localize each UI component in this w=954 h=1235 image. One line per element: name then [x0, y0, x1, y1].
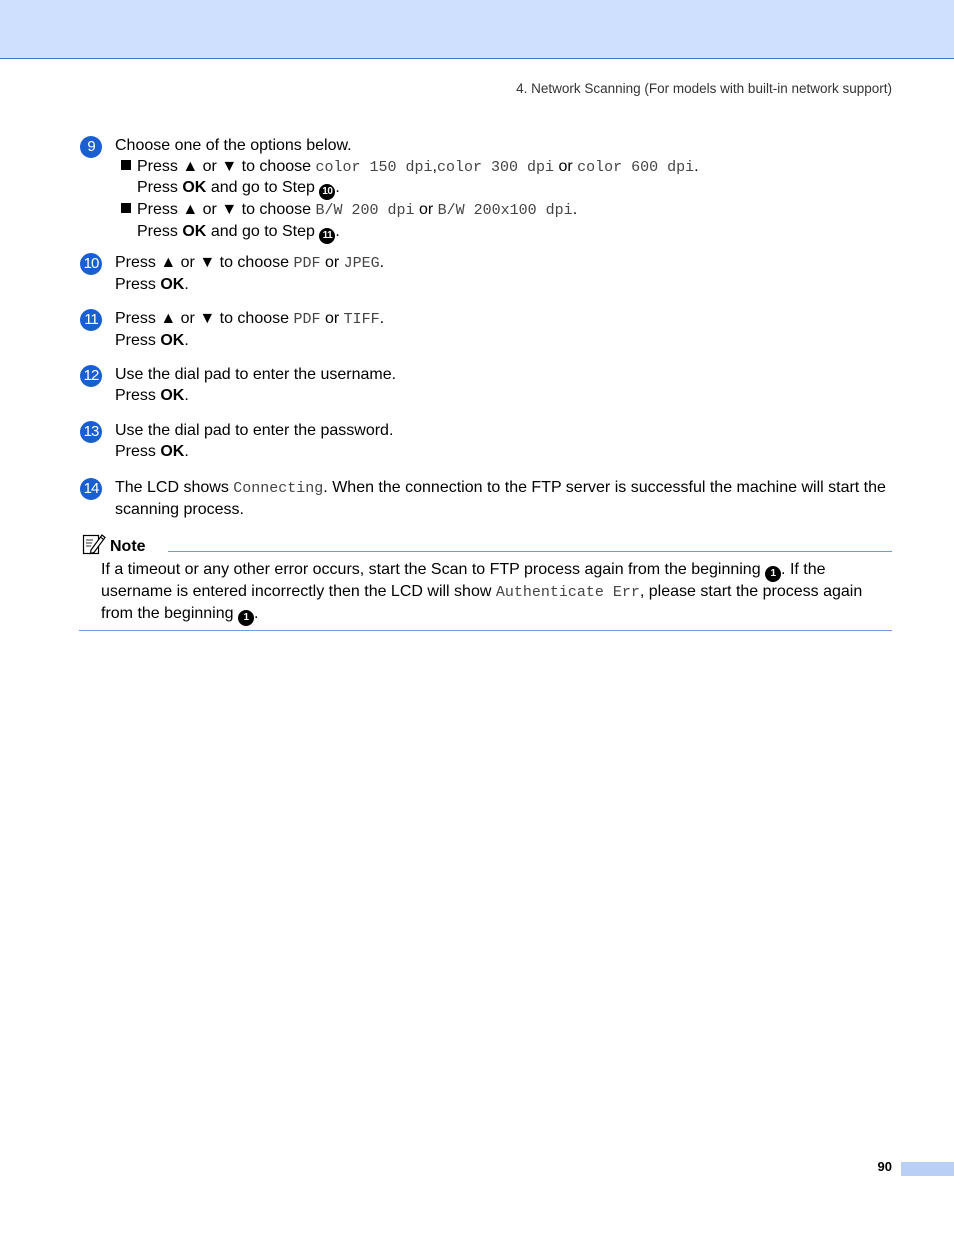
press-ok-line: Press OK. [115, 331, 189, 349]
option-color: Press ▲ or ▼ to choose color 150 dpi,color 300 dpi or color 600 dpi. [121, 157, 892, 179]
up-arrow-icon: ▲ [160, 254, 177, 271]
page-number: 90 [877, 1159, 892, 1174]
bullet-square-icon [121, 160, 131, 170]
ok-key-label: OK [160, 275, 185, 293]
note-header [82, 532, 892, 556]
lcd-value: PDF [293, 311, 321, 328]
lcd-value: Authenticate Err [495, 584, 640, 601]
ok-key-label: OK [160, 386, 185, 404]
ok-key-label: OK [182, 222, 207, 240]
step-instruction: Press ▲ or ▼ to choose PDF or JPEG. [115, 254, 385, 272]
step-14 [80, 478, 892, 520]
up-arrow-icon: ▲ [160, 310, 177, 327]
lcd-value: TIFF [343, 311, 380, 328]
lcd-value: PDF [293, 255, 321, 272]
note-bottom-divider [79, 630, 892, 631]
press-ok-line: Press OK. [115, 442, 189, 460]
option-list [121, 157, 892, 244]
step-11 [80, 309, 892, 351]
lcd-value: B/W 200 dpi [315, 202, 415, 219]
lcd-value: JPEG [343, 255, 380, 272]
step-instruction: Use the dial pad to enter the password. [115, 422, 394, 439]
option-bw-next: Press OK and go to Step 11 . [137, 222, 892, 244]
ok-key-label: OK [160, 442, 185, 460]
chapter-title: 4. Network Scanning (For models with built-in network support) [516, 81, 892, 96]
note-title: Note [110, 538, 146, 555]
down-arrow-icon: ▼ [221, 201, 238, 218]
up-arrow-icon: ▲ [182, 157, 199, 175]
note-pencil-icon [82, 532, 106, 556]
option-bw: Press ▲ or ▼ to choose B/W 200 dpi or B/W 200x100 dpi. [121, 200, 892, 222]
down-arrow-icon: ▼ [199, 310, 216, 327]
step-instruction: The LCD shows Connecting. When the connection to the FTP server is successful the machine will start the scanning process. [115, 479, 886, 518]
down-arrow-icon: ▼ [199, 254, 216, 271]
step-lead: Choose one of the options below. [115, 137, 352, 154]
note-text: If a timeout or any other error occurs, start the Scan to FTP process again from the beginning 1 . If the username is entered incorrectly then the LCD will show Authenticate Err, please start the process again from the beginning 1 . [101, 560, 892, 626]
page-tab [901, 1162, 954, 1176]
ok-key-label: OK [182, 179, 207, 196]
step-ref-badge: 1 [238, 610, 254, 626]
step-instruction: Press ▲ or ▼ to choose PDF or TIFF. [115, 310, 385, 328]
ok-key-label: OK [160, 331, 185, 349]
step-number: 9 [80, 136, 102, 158]
step-number: 11 [80, 309, 102, 331]
lcd-value: B/W 200x100 dpi [437, 202, 573, 219]
step-instruction: Use the dial pad to enter the username. [115, 366, 397, 383]
lcd-value: color 600 dpi [577, 158, 695, 176]
step-ref-badge: 10 [319, 184, 335, 200]
press-ok-line: Press OK. [115, 386, 189, 404]
up-arrow-icon: ▲ [182, 201, 199, 218]
header-band [0, 0, 954, 59]
lcd-value: color 300 dpi [436, 158, 554, 176]
option-color-next: Press OK and go to Step 10 . [137, 178, 892, 200]
step-10 [80, 253, 892, 295]
step-number: 12 [80, 365, 102, 387]
step-ref-badge: 1 [765, 566, 781, 582]
lcd-value: color 150 dpi [315, 158, 433, 176]
lcd-value: Connecting [233, 480, 324, 497]
step-number: 14 [80, 478, 102, 500]
note-divider [168, 551, 892, 552]
press-ok-line: Press OK. [115, 275, 189, 293]
step-number: 10 [80, 253, 102, 275]
down-arrow-icon: ▼ [221, 157, 238, 175]
step-ref-badge: 11 [319, 228, 335, 244]
step-number: 13 [80, 421, 102, 443]
step-12 [80, 365, 892, 406]
step-9 [80, 136, 892, 244]
step-13 [80, 421, 892, 462]
bullet-square-icon [121, 203, 131, 213]
